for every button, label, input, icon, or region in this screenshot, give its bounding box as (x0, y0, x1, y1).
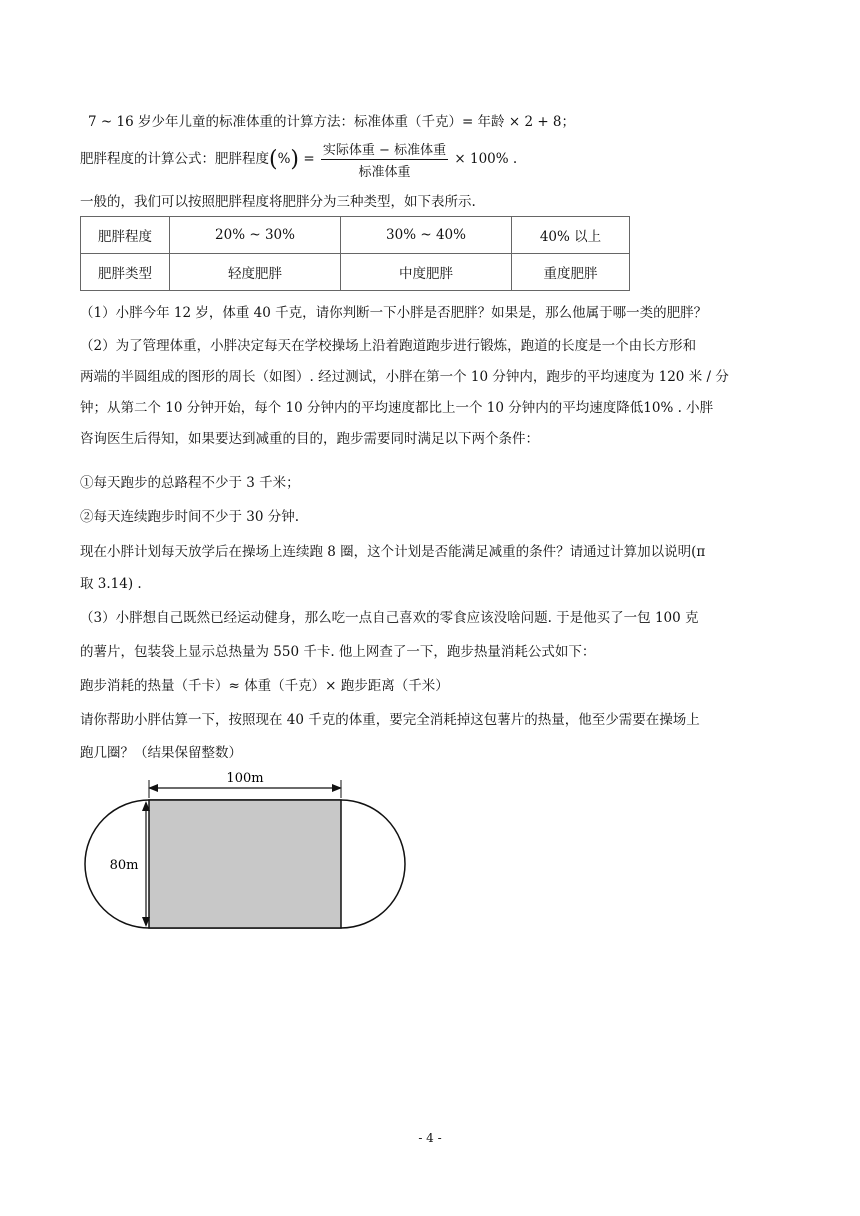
fraction-numerator: 实际体重 − 标准体重 (321, 139, 448, 160)
table-header-cell: 肥胖类型 (81, 254, 170, 291)
question-3-line-3: 请你帮助小胖估算一下，按照现在 40 千克的体重，要完全消耗掉这包薯片的热量，他至少需要在操场上 (80, 712, 700, 728)
question-2-line-2: 两端的半圆组成的图形的周长（如图）. 经过测试，小胖在第一个 10 分钟内，跑步的平均速度为 120 米 / 分 (80, 369, 729, 385)
condition-1: ①每天跑步的总路程不少于 3 千米； (80, 475, 300, 491)
table-cell: 轻度肥胖 (170, 254, 341, 291)
question-2-line-4: 咨询医生后得知，如果要达到减重的目的，跑步需要同时满足以下两个条件： (80, 431, 539, 447)
table-row (81, 217, 630, 254)
obesity-formula: 肥胖程度的计算公式：肥胖程度(%) = $\frac{\text{实际体重 − 标准体重}}{\text{标准体重}}$ × 100% . (80, 139, 517, 180)
fraction (321, 139, 448, 180)
table-cell: 40% 以上 (512, 217, 630, 254)
question-3-line-1: （3）小胖想自己既然已经运动健身，那么吃一点自己喜欢的零食应该没啥问题. 于是他买了一包 100 克 (80, 610, 699, 626)
question-2-line-6: 取 3.14) . (80, 576, 142, 592)
length-label: 100m (226, 772, 264, 786)
equals-sign: = (303, 151, 315, 167)
question-2-line-3: 钟；从第二个 10 分钟开始，每个 10 分钟内的平均速度都比上一个 10 分钟内的平均速度降低10% . 小胖 (80, 400, 714, 416)
calorie-formula: 跑步消耗的热量（千卡）≈ 体重（千克）× 跑步距离（千米） (80, 678, 449, 694)
table-cell: 20% ~ 30% (170, 217, 341, 254)
question-2-line-5: 现在小胖计划每天放学后在操场上连续跑 8 圈，这个计划是否能满足减重的条件？请通过计算加以说明(π (80, 544, 706, 560)
table-intro: 一般的，我们可以按照肥胖程度将肥胖分为三种类型，如下表所示. (80, 194, 476, 210)
field-rectangle (149, 800, 341, 928)
table-header-cell: 肥胖程度 (81, 217, 170, 254)
formula-multiplier: × 100% . (454, 151, 518, 167)
condition-2: ②每天连续跑步时间不少于 30 分钟. (80, 509, 300, 525)
obesity-formula-label: 肥胖程度的计算公式：肥胖程度 (80, 151, 269, 167)
question-3-line-4: 跑几圈？（结果保留整数） (80, 745, 242, 761)
table-cell: 30% ~ 40% (341, 217, 512, 254)
running-track-figure (78, 772, 414, 940)
page-number: - 4 - (418, 1131, 442, 1145)
question-1: （1）小胖今年 12 岁，体重 40 千克，请你判断一下小胖是否肥胖？如果是，那么他属于哪一类的肥胖？ (80, 305, 708, 321)
table-cell: 重度肥胖 (512, 254, 630, 291)
table-cell: 中度肥胖 (341, 254, 512, 291)
standard-weight-formula: 7 ~ 16 岁少年儿童的标准体重的计算方法：标准体重（千克）= 年龄 × 2 + 8； (88, 114, 576, 130)
width-label: 80m (109, 858, 139, 873)
table-row (81, 254, 630, 291)
question-2-line-1: （2）为了管理体重，小胖决定每天在学校操场上沿着跑道跑步进行锻炼，跑道的长度是一个由长方形和 (80, 338, 697, 354)
question-3-line-2: 的薯片，包装袋上显示总热量为 550 千卡. 他上网查了一下，跑步热量消耗公式如下： (80, 644, 596, 660)
obesity-type-table (80, 216, 630, 291)
fraction-denominator: 标准体重 (358, 165, 411, 180)
percent-sign: % (277, 151, 291, 167)
